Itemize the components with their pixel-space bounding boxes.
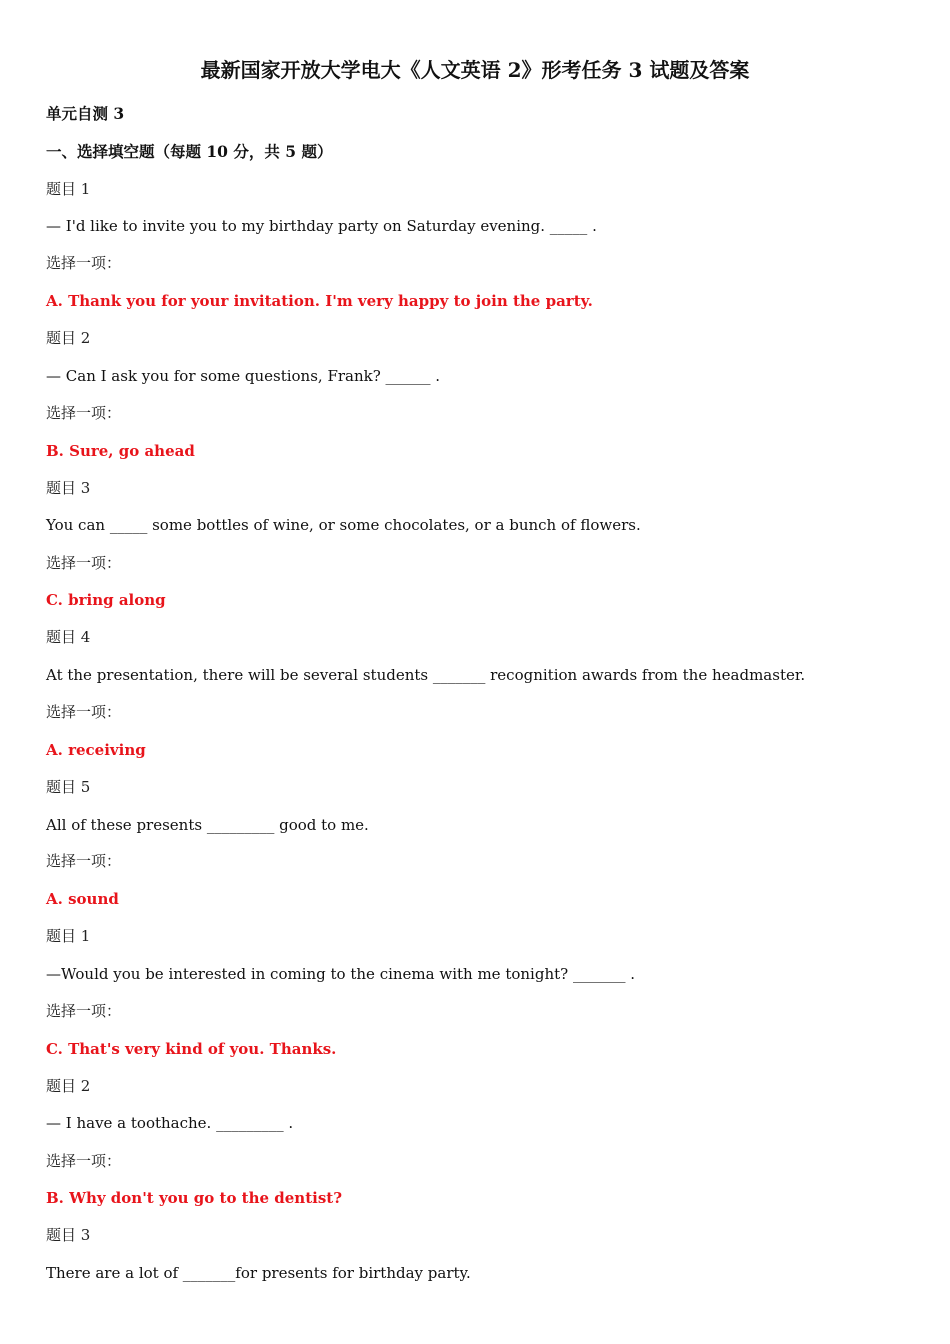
question-text: All of these presents _________ good to me. (46, 816, 369, 834)
question-number: 题目 2 (46, 1077, 91, 1095)
question-text: — I have a toothache. _________ . (46, 1114, 294, 1132)
unit-heading: 单元自测 3 (46, 104, 125, 123)
answer-text: C. That's very kind of you. Thanks. (46, 1040, 337, 1058)
question-text: There are a lot of _______for presents for birthday party. (46, 1264, 471, 1282)
question-text: You can _____ some bottles of wine, or some chocolates, or a bunch of flowers. (46, 516, 641, 534)
choice-prompt: 选择一项： (46, 554, 122, 572)
question-number: 题目 4 (46, 628, 91, 646)
question-number: 题目 3 (46, 479, 91, 497)
question-number: 题目 1 (46, 927, 91, 945)
question-number: 题目 3 (46, 1226, 91, 1244)
question-text: —Would you be interested in coming to the cinema with me tonight? _______ . (46, 965, 635, 983)
answer-text: B. Why don't you go to the dentist? (46, 1189, 343, 1207)
choice-prompt: 选择一项： (46, 852, 122, 870)
choice-prompt: 选择一项： (46, 1002, 122, 1020)
choice-prompt: 选择一项： (46, 1152, 122, 1170)
question-number: 题目 5 (46, 778, 91, 796)
answer-text: A. sound (46, 890, 119, 908)
question-number: 题目 2 (46, 329, 91, 347)
section-heading: 一、选择填空题（每题 10 分，共 5 题） (46, 142, 333, 161)
answer-text: A. Thank you for your invitation. I'm very happy to join the party. (46, 292, 593, 310)
question-number: 题目 1 (46, 180, 91, 198)
question-text: — Can I ask you for some questions, Frank? ______ . (46, 367, 441, 385)
choice-prompt: 选择一项： (46, 404, 122, 422)
choice-prompt: 选择一项： (46, 254, 122, 272)
question-text: — I'd like to invite you to my birthday party on Saturday evening. _____ . (46, 217, 597, 235)
answer-text: B. Sure, go ahead (46, 442, 195, 460)
answer-text: C. bring along (46, 591, 166, 609)
answer-text: A. receiving (46, 741, 146, 759)
choice-prompt: 选择一项： (46, 703, 122, 721)
document-title: 最新国家开放大学电大《人文英语 2》形考任务 3 试题及答案 (200, 58, 750, 82)
question-text: At the presentation, there will be several students _______ recognition awards from the headmaster. (46, 666, 806, 684)
